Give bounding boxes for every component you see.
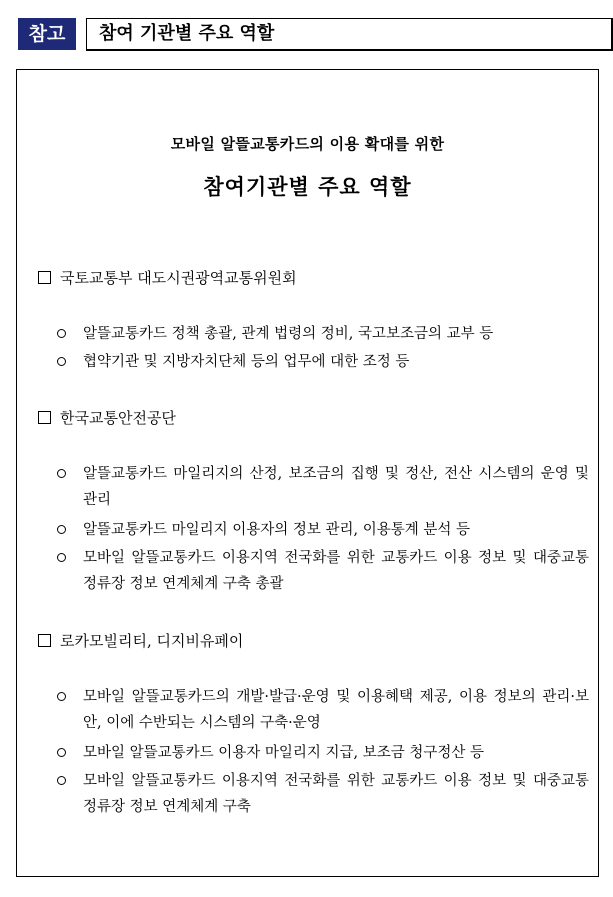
circle-bullet-icon — [57, 748, 66, 757]
list-item — [57, 684, 589, 736]
checkbox-square-icon — [38, 271, 51, 284]
document-frame — [16, 69, 599, 877]
list-item — [57, 321, 589, 347]
circle-bullet-icon — [57, 357, 66, 366]
list-item-text: 모바일 알뜰교통카드의 개발·발급·운영 및 이용혜택 제공, 이용 정보의 관리·보안, 이에 수반되는 시스템의 구축·운영 — [83, 689, 589, 731]
header — [18, 15, 600, 50]
circle-bullet-icon — [57, 525, 66, 534]
list-item-text: 알뜰교통카드 정책 총괄, 관계 법령의 정비, 국고보조금의 교부 등 — [83, 326, 494, 342]
circle-bullet-icon — [57, 776, 66, 785]
list-item-text: 알뜰교통카드 마일리지 이용자의 정보 관리, 이용통계 분석 등 — [83, 522, 471, 538]
circle-bullet-icon — [57, 692, 66, 701]
circle-bullet-icon — [57, 553, 66, 562]
list-item-text: 모바일 알뜰교통카드 이용지역 전국화를 위한 교통카드 이용 정보 및 대중교통 정류장 정보 연계체계 구축 — [83, 773, 589, 815]
list-item-text: 모바일 알뜰교통카드 이용자 마일리지 지급, 보조금 청구정산 등 — [83, 745, 485, 761]
section-heading — [38, 267, 297, 288]
list-item — [57, 517, 589, 543]
list-item-text: 협약기관 및 지방자치단체 등의 업무에 대한 조정 등 — [83, 354, 410, 370]
list-item — [57, 545, 589, 597]
section-heading-text: 국토교통부 대도시권광역교통위원회 — [60, 269, 297, 287]
section-heading — [38, 407, 176, 428]
checkbox-square-icon — [38, 634, 51, 647]
section-heading — [38, 630, 243, 651]
list-item — [57, 461, 589, 513]
reference-badge: 참고 — [18, 18, 76, 50]
document-subtitle: 모바일 알뜰교통카드의 이용 확대를 위한 — [170, 135, 445, 153]
document-title: 참여기관별 주요 역할 — [203, 174, 412, 199]
checkbox-square-icon — [38, 411, 51, 424]
section-heading-text: 로카모빌리티, 디지비유페이 — [60, 632, 244, 650]
circle-bullet-icon — [57, 329, 66, 338]
list-item-text: 알뜰교통카드 마일리지의 산정, 보조금의 집행 및 정산, 전산 시스템의 운영 및 관리 — [83, 466, 589, 508]
header-title: 참여 기관별 주요 역할 — [86, 18, 613, 51]
circle-bullet-icon — [57, 469, 66, 478]
list-item — [57, 768, 589, 820]
section-heading-text: 한국교통안전공단 — [60, 409, 176, 427]
list-item — [57, 740, 589, 766]
list-item-text: 모바일 알뜰교통카드 이용지역 전국화를 위한 교통카드 이용 정보 및 대중교통 정류장 정보 연계체계 구축 총괄 — [83, 550, 589, 592]
list-item — [57, 349, 589, 375]
